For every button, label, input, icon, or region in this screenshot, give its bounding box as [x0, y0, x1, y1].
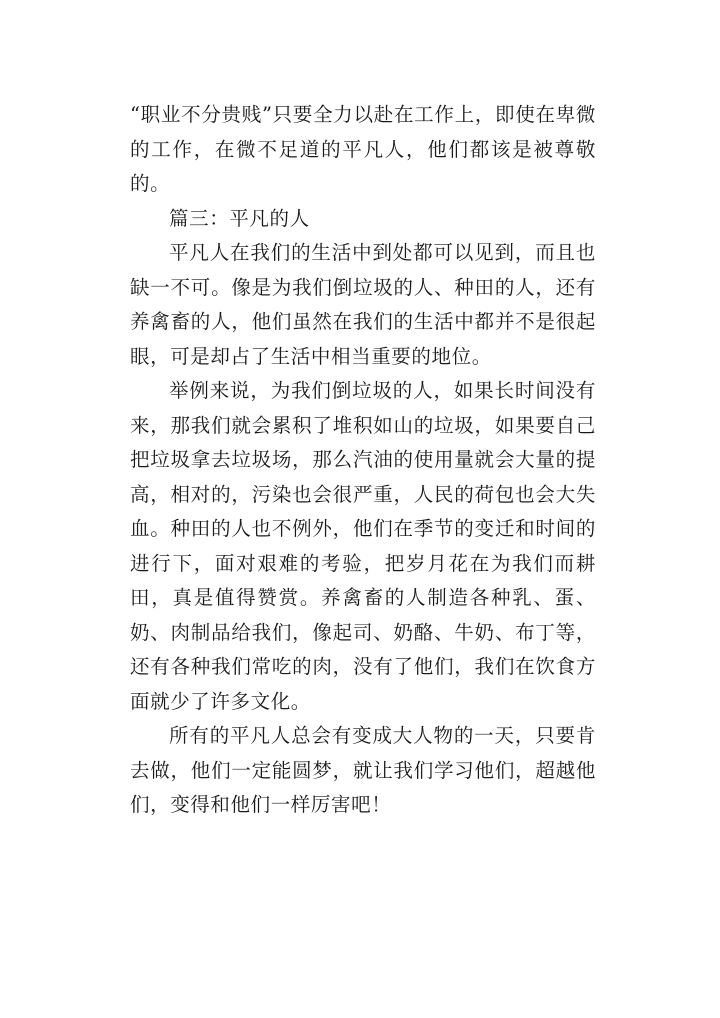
paragraph-2: 举例来说，为我们倒垃圾的人，如果长时间没有来，那我们就会累积了堆积如山的垃圾，如果要自己把垃圾拿去垃圾场，那么汽油的使用量就会大量的提高，相对的，污染也会很严重，人民的荷包也会大失血。种田的人也不例外，他们在季节的变迁和时间的进行下，面对艰难的考验，把岁月花在为我们而耕田，真是值得赞赏。养禽畜的人制造各种乳、蛋、奶、肉制品给我们，像起司、奶酪、牛奶、布丁等，还有各种我们常吃的肉，没有了他们，我们在饮食方面就少了许多文化。: [130, 379, 596, 713]
paragraph-intro: “职业不分贵贱”只要全力以赴在工作上，即使在卑微的工作，在微不足道的平凡人，他们都该是被尊敬的。: [130, 103, 596, 195]
paragraph-1: 平凡人在我们的生活中到处都可以见到，而且也缺一不可。像是为我们倒垃圾的人、种田的人，还有养禽畜的人，他们虽然在我们的生活中都并不是很起眼，可是却占了生活中相当重要的地位。: [130, 241, 596, 368]
section-heading: 篇三：平凡的人: [169, 206, 310, 230]
paragraph-3: 所有的平凡人总会有变成大人物的一天，只要肯去做，他们一定能圆梦，就让我们学习他们，超越他们，变得和他们一样厉害吧！: [130, 724, 596, 816]
document-body: [130, 98, 596, 823]
